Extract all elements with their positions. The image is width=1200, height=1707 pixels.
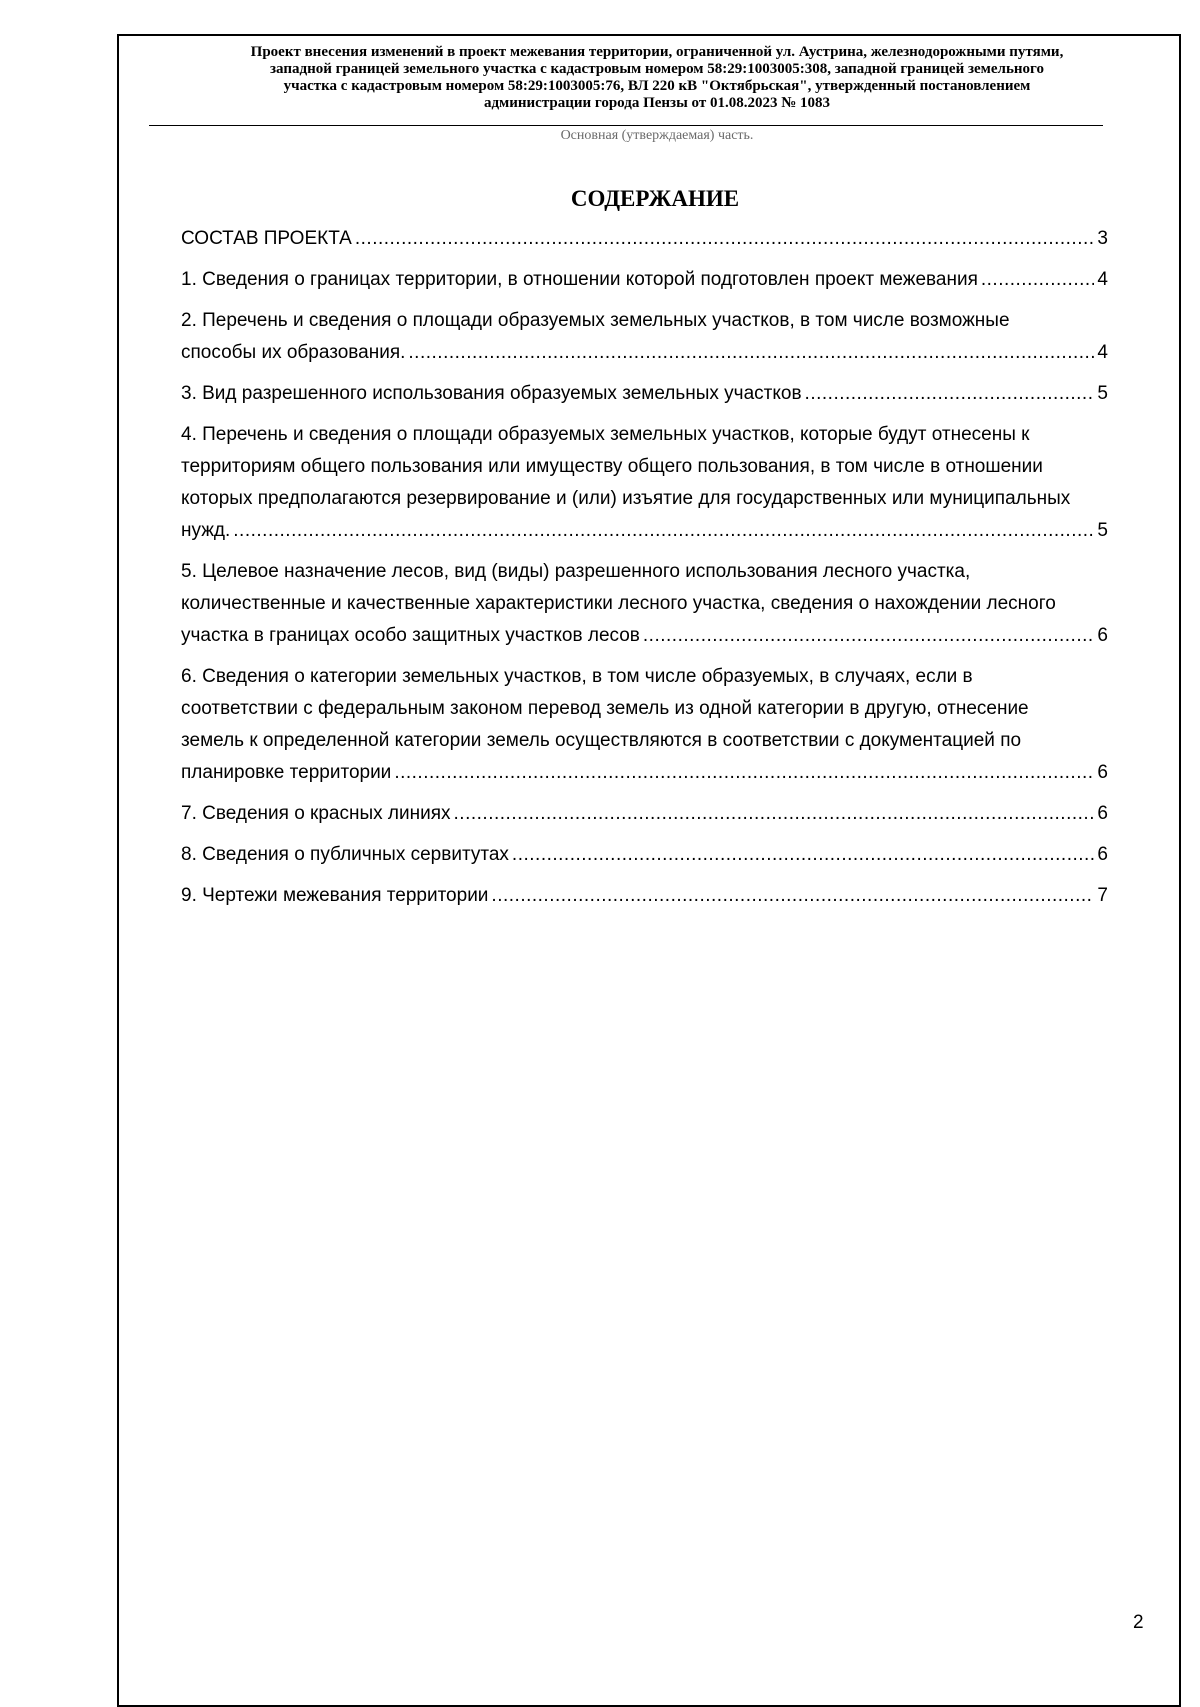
toc-entry-line: которых предполагаются резервирование и (или) изъятие для государственных или муниципальных xyxy=(181,488,1071,509)
toc-dot-leader xyxy=(805,378,1094,410)
toc-page-number: 6 xyxy=(1097,762,1108,783)
toc-entry-last-line xyxy=(181,378,1108,410)
toc-entry-text xyxy=(181,661,1108,789)
toc-dot-leader xyxy=(512,839,1094,871)
toc-entry-text xyxy=(181,223,1108,255)
toc-entry-line: 9. Чертежи межевания территории xyxy=(181,885,489,906)
toc-entry-text xyxy=(181,556,1108,652)
toc-entry-last-line xyxy=(181,620,1108,652)
toc-entry[interactable] xyxy=(181,661,1108,789)
toc-entry[interactable] xyxy=(181,264,1108,296)
document-header xyxy=(147,44,1167,112)
toc-entry-line: соответствии с федеральным законом перевод земель из одной категории в другую, отнесение xyxy=(181,698,1029,719)
toc-entry[interactable] xyxy=(181,798,1108,830)
toc-entry[interactable] xyxy=(181,839,1108,871)
toc-page-number: 5 xyxy=(1097,520,1108,541)
toc-dot-leader xyxy=(233,515,1094,547)
toc-entry[interactable] xyxy=(181,223,1108,255)
toc-dot-leader xyxy=(454,798,1094,830)
toc-entry-text xyxy=(181,798,1108,830)
toc-entry-line: 8. Сведения о публичных сервитутах xyxy=(181,844,509,865)
toc-entry-line: земель к определенной категории земель осуществляются в соответствии с документацией по xyxy=(181,730,1022,751)
toc-entry[interactable] xyxy=(181,378,1108,410)
toc-entry[interactable] xyxy=(181,419,1108,547)
toc-entry-last-line xyxy=(181,515,1108,547)
toc-entry-line: 1. Сведения о границах территории, в отношении которой подготовлен проект межевания xyxy=(181,269,978,290)
toc-page-number: 6 xyxy=(1097,625,1108,646)
toc-page-number: 4 xyxy=(1097,269,1108,290)
toc-dot-leader xyxy=(355,223,1094,255)
toc-entry[interactable] xyxy=(181,556,1108,652)
toc-entry-line: территориям общего пользования или имуществу общего пользования, в том числе в отношении xyxy=(181,456,1043,477)
header-divider xyxy=(149,125,1103,126)
toc-entry-line: 2. Перечень и сведения о площади образуемых земельных участков, в том числе возможные xyxy=(181,310,1010,331)
toc-entry-text xyxy=(181,378,1108,410)
toc-entry-line: 6. Сведения о категории земельных участков, в том числе образуемых, в случаях, если в xyxy=(181,666,973,687)
toc-entry-text xyxy=(181,305,1108,369)
toc-entry-line: 4. Перечень и сведения о площади образуемых земельных участков, которые будут отнесены к xyxy=(181,424,1030,445)
toc-page-number: 7 xyxy=(1097,885,1108,906)
toc-entry[interactable] xyxy=(181,880,1108,912)
toc-entry-line: участка в границах особо защитных участков лесов xyxy=(181,625,640,646)
toc-entry-last-line xyxy=(181,880,1108,912)
toc-entry-last-line xyxy=(181,757,1108,789)
toc-page-number: 6 xyxy=(1097,844,1108,865)
toc-dot-leader xyxy=(981,264,1094,296)
document-subtitle: Основная (утверждаемая) часть. xyxy=(560,128,754,143)
toc-page-number: 4 xyxy=(1097,342,1108,363)
toc-entry-last-line xyxy=(181,839,1108,871)
toc-entry-line: планировке территории xyxy=(181,762,392,783)
toc-page-number: 5 xyxy=(1097,383,1108,404)
toc-page-number: 6 xyxy=(1097,803,1108,824)
toc-entry-line: количественные и качественные характеристики лесного участка, сведения о нахождении лесного xyxy=(181,593,1056,614)
toc-entry-line: способы их образования. xyxy=(181,342,406,363)
header-line: участка с кадастровым номером 58:29:1003005:76, ВЛ 220 кВ "Октябрьская", утвержденный постановлением xyxy=(283,78,1031,94)
toc-entry-text xyxy=(181,880,1108,912)
toc-entry-line: 3. Вид разрешенного использования образуемых земельных участков xyxy=(181,383,802,404)
toc-entry-text xyxy=(181,264,1108,296)
toc-entry-last-line xyxy=(181,264,1108,296)
header-line: западной границей земельного участка с кадастровым номером 58:29:1003005:308, западной границей земельного xyxy=(270,61,1044,77)
toc-entry-last-line xyxy=(181,337,1108,369)
toc-entry-line: нужд. xyxy=(181,520,231,541)
toc-entry-line: 7. Сведения о красных линиях xyxy=(181,803,451,824)
header-line: администрации города Пензы от 01.08.2023 № 1083 xyxy=(483,95,831,111)
toc-entry-text xyxy=(181,839,1108,871)
header-line: Проект внесения изменений в проект межевания территории, ограниченной ул. Аустрина, железнодорожными путями, xyxy=(250,44,1064,60)
toc-entry-last-line xyxy=(181,798,1108,830)
page-number: 2 xyxy=(1133,1612,1144,1633)
toc-entry-line: СОСТАВ ПРОЕКТА xyxy=(181,228,352,249)
toc-dot-leader xyxy=(394,757,1094,789)
toc-page-number: 3 xyxy=(1097,228,1108,249)
toc-dot-leader xyxy=(643,620,1094,652)
toc-title: СОДЕРЖАНИЕ xyxy=(570,186,740,211)
toc-dot-leader xyxy=(408,337,1094,369)
toc-entry-text xyxy=(181,419,1108,547)
toc-entry-last-line xyxy=(181,223,1108,255)
table-of-contents xyxy=(181,223,1108,921)
toc-dot-leader xyxy=(491,880,1094,912)
toc-entry-line: 5. Целевое назначение лесов, вид (виды) разрешенного использования лесного участка, xyxy=(181,561,971,582)
toc-entry[interactable] xyxy=(181,305,1108,369)
